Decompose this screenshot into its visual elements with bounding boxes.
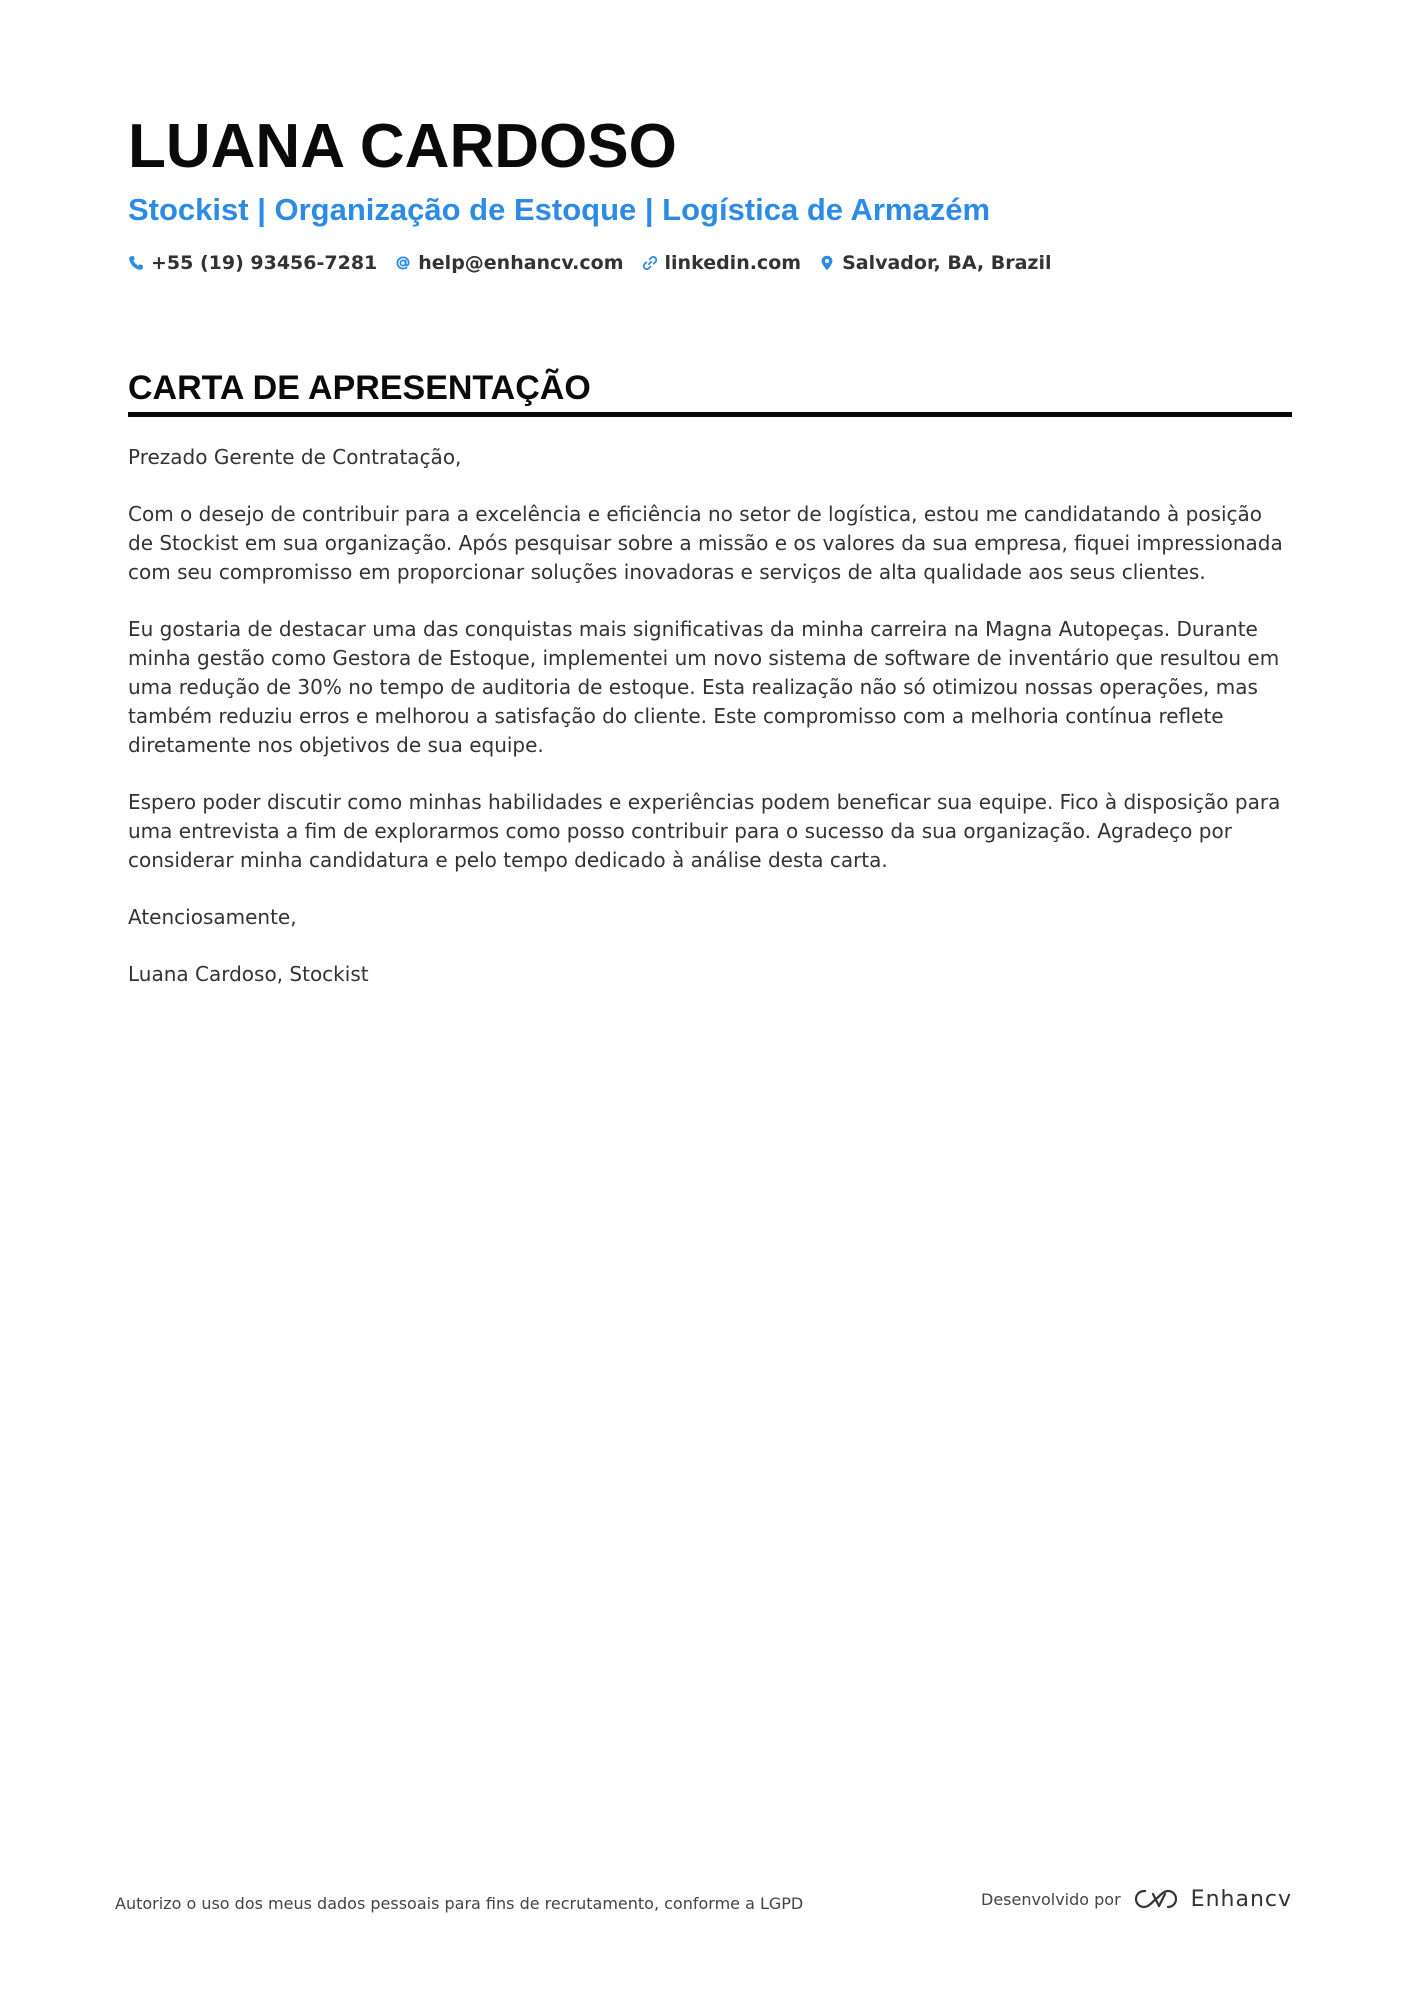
letter-paragraph: Com o desejo de contribuir para a excelência e eficiência no setor de logística, estou me candidatando à posição de Stockist em sua organização. Após pesquisar sobre a missão e os valores da sua empresa, fiquei impressionada com seu compromisso em proporcionar soluções inovadoras e serviços de alta qualidade aos seus clientes. (128, 502, 1283, 584)
contact-linkedin[interactable] (642, 252, 802, 274)
location-text: Salvador, BA, Brazil (842, 252, 1052, 274)
letter-paragraph: Espero poder discutir como minhas habilidades e experiências podem beneficar sua equipe. Fico à disposição para uma entrevista a fim de explorarmos como posso contribuir para o sucesso da sua organização. Agradeço por considerar minha candidatura e pelo tempo dedicado à análise desta carta. (128, 790, 1281, 872)
candidate-name: LUANA CARDOSO (128, 112, 677, 181)
email-text: help@enhancv.com (418, 252, 624, 274)
contact-email[interactable] (395, 252, 623, 274)
link-icon (642, 255, 658, 271)
location-pin-icon (819, 255, 835, 271)
letter-closing: Atenciosamente, (128, 905, 297, 929)
enhancv-logo-icon (1133, 1886, 1179, 1912)
cover-letter-section (128, 366, 1292, 1017)
section-title: CARTA DE APRESENTAÇÃO (128, 366, 1292, 417)
letter-signature: Luana Cardoso, Stockist (128, 962, 369, 986)
brand-name: Enhancv (1190, 1886, 1292, 1912)
contact-phone[interactable] (128, 252, 377, 274)
contact-location (819, 252, 1051, 274)
candidate-title: Stockist | Organização de Estoque | Logística de Armazém (128, 192, 991, 227)
contact-bar (128, 252, 1292, 274)
header (128, 112, 1292, 274)
phone-icon (128, 255, 144, 271)
powered-by[interactable] (981, 1886, 1292, 1912)
phone-text: +55 (19) 93456-7281 (151, 252, 378, 274)
powered-by-label: Desenvolvido por (981, 1889, 1121, 1909)
linkedin-text: linkedin.com (664, 252, 802, 274)
letter-body (128, 443, 1292, 989)
letter-paragraph: Eu gostaria de destacar uma das conquistas mais significativas da minha carreira na Magna Autopeças. Durante minha gestão como Gestora de Estoque, implementei um novo sistema de software de inventário que resultou em uma redução de 30% no tempo de auditoria de estoque. Esta realização não só otimizou nossas operações, mas também reduziu erros e melhorou a satisfação do cliente. Este compromisso com a melhoria contínua reflete diretamente nos objetivos de sua equipe. (128, 617, 1280, 757)
letter-greeting: Prezado Gerente de Contratação, (128, 445, 462, 469)
consent-note: Autorizo o uso dos meus dados pessoais para fins de recrutamento, conforme a LGPD (115, 1894, 804, 1913)
at-icon (395, 255, 411, 271)
